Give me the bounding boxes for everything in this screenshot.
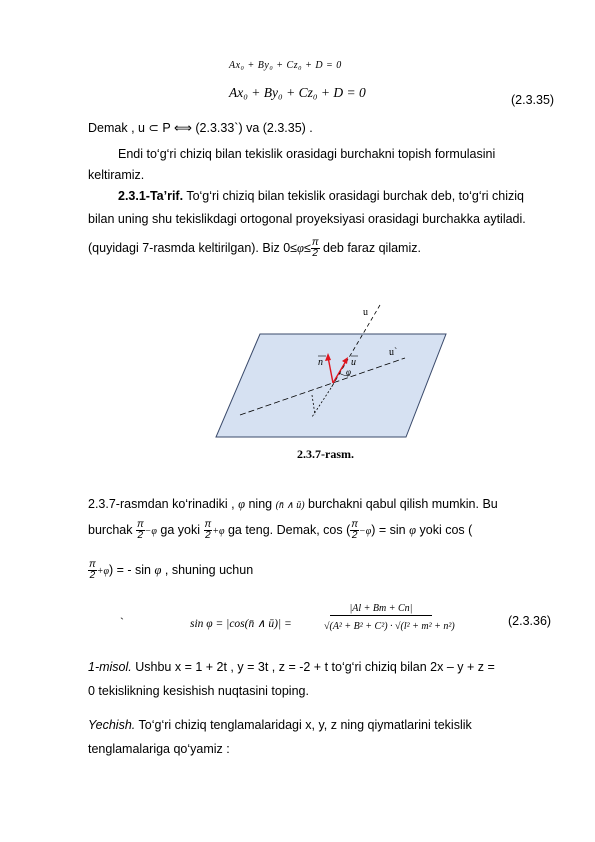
p2-text-a: 2.3.7-rasmdan ko‘rinadiki , bbox=[88, 497, 239, 511]
phi-symbol: φ bbox=[409, 522, 417, 537]
demak-line: Demak , u ⊂ P ⟺ (2.3.33`) va (2.3.35) . bbox=[88, 121, 313, 135]
definition-text-3: (quyidagi 7-rasmda keltirilgan). Biz 0≤ bbox=[88, 240, 298, 255]
angle-n-u: (n̄ ∧ ū) bbox=[275, 500, 305, 511]
paragraph-2-line-1 bbox=[88, 497, 498, 512]
fraction-numerator: π bbox=[351, 519, 358, 530]
minus-phi: −φ bbox=[358, 525, 372, 537]
p2-l2-text-end: yoki cos ( bbox=[416, 522, 473, 537]
solution-line-1 bbox=[88, 718, 472, 732]
pi-over-2-fraction bbox=[88, 560, 97, 581]
equation-number-2-3-35: (2.3.35) bbox=[511, 93, 555, 107]
p2-l3-text-b: , shuning uchun bbox=[161, 562, 254, 577]
paragraph-2-line-3 bbox=[88, 560, 253, 581]
plus-phi: +φ bbox=[96, 565, 109, 577]
example-line-1 bbox=[88, 660, 495, 674]
pi-over-2-fraction bbox=[350, 520, 359, 541]
p2-l2-text-a: burchak bbox=[88, 522, 136, 537]
paragraph-2-line-2 bbox=[88, 520, 472, 541]
p2-l3-text-a: ) = - sin bbox=[108, 562, 155, 577]
figure-caption: 2.3.7-rasm. bbox=[297, 447, 354, 461]
phi-symbol: φ bbox=[238, 497, 245, 511]
le-symbol: ≤ bbox=[303, 240, 311, 255]
plane-shape bbox=[216, 334, 446, 437]
definition-line-1 bbox=[118, 189, 524, 203]
formula-lhs: sin φ = |cos(n̄ ∧ ū)| = bbox=[190, 618, 292, 630]
fraction-denominator: 2 bbox=[312, 248, 318, 259]
pi-over-2-fraction bbox=[204, 520, 213, 541]
solution-line-2: tenglamalariga qo‘yamiz : bbox=[88, 742, 230, 756]
paragraph-1-line-2: keltiramiz. bbox=[88, 168, 145, 182]
p2-l2-text-ga2: ga teng. Demak, cos ( bbox=[224, 522, 351, 537]
definition-line-2: bilan uning shu tekislikdagi ortogonal proyeksiyasi orasidagi burchakka aytiladi. bbox=[88, 212, 526, 226]
example-label: 1-misol. bbox=[88, 660, 132, 674]
paragraph-1-line-1: Endi to‘g‘ri chiziq bilan tekislik orasidagi burchakni topish formulasini bbox=[118, 147, 496, 161]
definition-label: 2.3.1-Ta’rif. bbox=[118, 189, 184, 203]
fraction-numerator: π bbox=[136, 519, 144, 530]
p2-l2-text-ga1: ga yoki bbox=[156, 522, 204, 537]
minus-phi: −φ bbox=[144, 525, 157, 537]
example-line-2: 0 tekislikning kesishish nuqtasini toping. bbox=[88, 684, 309, 698]
phi-symbol: φ bbox=[297, 240, 304, 255]
fraction-denominator: 2 bbox=[137, 530, 144, 541]
example-text-1: Ushbu x = 1 + 2t , y = 3t , z = -2 + t to‘g‘ri chiziq bilan 2x – y + z = bbox=[131, 660, 495, 674]
fraction-denominator: 2 bbox=[351, 530, 358, 541]
equation-top-large: Ax₀ + By₀ + Cz₀ + D = 0 bbox=[229, 85, 366, 100]
equation-number-2-3-36: (2.3.36) bbox=[508, 614, 552, 628]
formula-numerator: |Al + Bm + Cn| bbox=[330, 603, 432, 616]
label-phi: φ bbox=[346, 367, 351, 377]
fraction-denominator: 2 bbox=[205, 530, 211, 541]
pi-over-2-fraction bbox=[136, 520, 145, 541]
p2-l2-text-eq: ) = sin bbox=[371, 522, 410, 537]
fraction-numerator: π bbox=[89, 559, 96, 570]
p2-text-c: burchakni qabul qilish mumkin. Bu bbox=[304, 497, 498, 511]
figure-line-plane-angle bbox=[200, 295, 460, 465]
label-n: n bbox=[318, 357, 323, 368]
label-u-prime: u` bbox=[389, 347, 398, 358]
formula-denominator: √(A² + B² + C²) · √(l² + m² + n²) bbox=[324, 621, 455, 632]
solution-text-1: To‘g‘ri chiziq tenglamalaridagi x, y, z ning qiymatlarini tekislik bbox=[135, 718, 472, 732]
p2-text-b: ning bbox=[245, 497, 276, 511]
solution-label: Yechish. bbox=[88, 718, 136, 732]
fraction-numerator: π bbox=[204, 519, 212, 530]
fraction-numerator: π bbox=[311, 237, 319, 248]
pi-over-2-fraction bbox=[311, 238, 320, 259]
plus-phi: +φ bbox=[212, 525, 225, 537]
equation-top-small: Ax₀ + By₀ + Cz₀ + D = 0 bbox=[229, 60, 342, 71]
fraction-denominator: 2 bbox=[89, 570, 96, 581]
definition-text-1: To‘g‘ri chiziq bilan tekislik orasidagi burchak deb, to‘g‘ri chiziq bbox=[183, 189, 524, 203]
label-u-vector: u bbox=[351, 357, 356, 368]
label-u: u bbox=[363, 307, 368, 318]
formula-tick: ` bbox=[120, 615, 124, 629]
definition-line-3 bbox=[88, 238, 421, 259]
definition-text-3-end: deb faraz qilamiz. bbox=[319, 240, 421, 255]
phi-symbol: φ bbox=[154, 562, 162, 577]
